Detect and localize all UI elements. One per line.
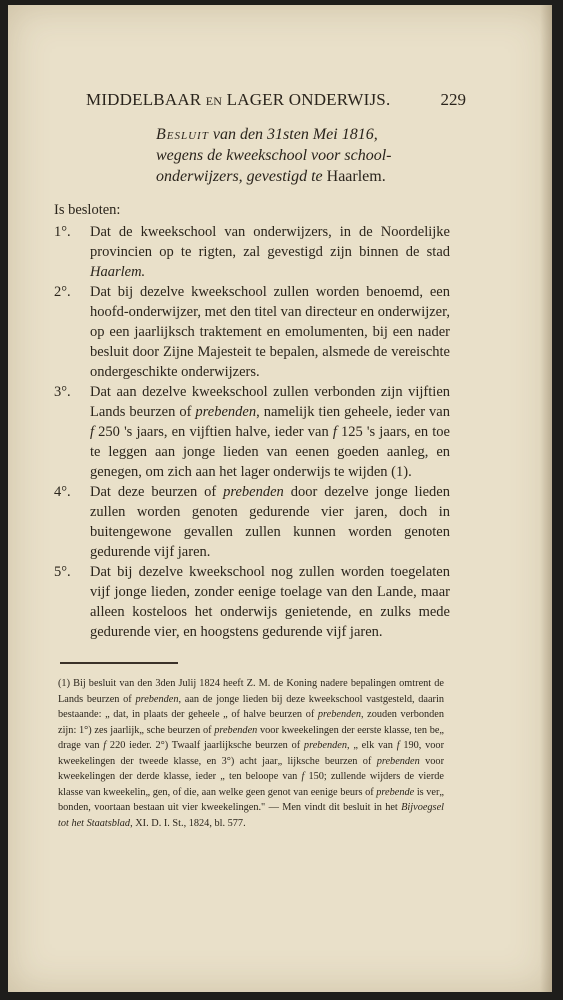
article-item xyxy=(54,222,450,282)
text-run: 220 ieder. 2°) Twaalf jaarlijksche beurzen of xyxy=(106,740,304,751)
italic-text: f xyxy=(103,740,107,751)
article-text xyxy=(90,222,450,282)
italic-text: prebenden xyxy=(376,755,420,767)
text-run: 125 's jaars, en toe te leggen aan jonge lieden van eenen goeden aanleg, en genegen, om zich aan het lager onderwijs te wijden (1). xyxy=(90,424,450,480)
text-run: Dat bij dezelve kweekschool nog zullen worden toegelaten vijf jonge lieden, zonder eenige toelage van den Lande, maar alleen kosteloos het onderwijs genietende, en zulks mede gedurende vier, en hoogstens gedurende vijf jaren. xyxy=(90,564,450,640)
running-head: MIDDELBAAR EN LAGER ONDERWIJS. xyxy=(86,90,391,109)
article-item xyxy=(54,382,450,482)
title-line-3: onderwijzers, gevestigd te Haarlem. xyxy=(156,168,386,185)
article-item xyxy=(54,282,450,382)
text-run: is ver„ bonden, voortaan bestaan uit vier kweekelingen." — Men vindt dit besluit in het xyxy=(58,786,445,813)
text-run: voor kweekelingen der derde klasse, ieder „ ten beloope van xyxy=(58,755,444,782)
text-run: Dat aan dezelve kweekschool zullen verbonden zijn vijftien Lands beurzen of xyxy=(90,384,450,420)
text-run: , „ elk van xyxy=(347,740,397,751)
text-run: , zouden verbonden zijn: 1°) zes jaarlijk„ sche beurzen of xyxy=(58,709,445,736)
text-run: Dat deze beurzen of xyxy=(90,484,224,500)
article-text xyxy=(90,562,450,642)
italic-text: Haarlem. xyxy=(90,264,146,280)
text-run: door dezelve jonge lieden zullen worden genoten gedurende vier jaren, doch in buitengewone gevallen zullen kunnen worden genoten gedurende vijf jaren. xyxy=(90,484,450,560)
italic-text: prebende xyxy=(376,786,415,798)
text-run: Dat bij dezelve kweekschool zullen worden benoemd, een hoofd-onderwijzer, met den titel van directeur en onderwijzer, op een jaarlijksch traktement en emolumenten, bij een nader besluit door Zijne Majesteit te bepalen, alsmede de vereischte ondergeschikte onderwijzers. xyxy=(90,284,450,380)
title-line-1: Besluit van den 31sten Mei 1816, xyxy=(156,126,378,143)
italic-text: f xyxy=(332,424,337,440)
footnote-text xyxy=(58,676,444,831)
article-number: 3°. xyxy=(54,384,71,400)
article-number: 1°. xyxy=(54,224,71,240)
text-run: , XI. D. I. St., 1824, bl. 577. xyxy=(130,817,246,829)
article-number: 5°. xyxy=(54,564,71,580)
article-text xyxy=(90,482,450,562)
article-number: 4°. xyxy=(54,484,71,500)
text-run: 190, voor kweekelingen der tweede klasse, en 3°) acht jaar„ lijksche beurzen of xyxy=(58,740,444,767)
text-run: (1) Bij besluit van den 3den Julij 1824 heeft Z. M. de Koning nadere bepalingen omtrent de Lands beurzen of xyxy=(58,678,444,705)
text-run: Dat de kweekschool van onderwijzers, in de Noordelijke provincien op te rigten, zal gevestigd zijn binnen de stad xyxy=(90,224,450,260)
decree-body xyxy=(54,200,450,642)
footnote xyxy=(58,676,444,831)
title-line-2: wegens de kweekschool voor school- xyxy=(156,147,392,164)
italic-text: f xyxy=(301,771,305,782)
article-item xyxy=(54,562,450,642)
article-list xyxy=(54,222,450,642)
page-number: 229 xyxy=(440,90,466,109)
italic-text: prebenden xyxy=(303,740,347,751)
text-run: , namelijk tien geheele, ieder van xyxy=(256,404,450,420)
italic-text: f xyxy=(396,740,400,751)
italic-text: Bijvoegsel tot het Staatsblad xyxy=(58,802,444,829)
italic-text: prebenden xyxy=(195,404,257,420)
italic-text: prebenden xyxy=(317,709,361,720)
decree-title xyxy=(156,124,456,187)
intro-line: Is besloten: xyxy=(54,202,121,218)
text-run: 250 's jaars, en vijftien halve, ieder van xyxy=(94,424,333,440)
page-edge-shadow xyxy=(540,5,552,992)
italic-text: prebenden xyxy=(214,724,258,736)
article-text xyxy=(90,382,450,482)
italic-text: prebenden xyxy=(135,693,179,705)
text-run: voor kweekelingen der eerste klasse, ten be„ drage van xyxy=(58,724,444,751)
footnote-rule xyxy=(60,662,178,664)
page-header xyxy=(86,90,466,114)
article-item xyxy=(54,482,450,562)
article-text xyxy=(90,282,450,382)
italic-text: f xyxy=(90,424,95,440)
article-number: 2°. xyxy=(54,284,71,300)
italic-text: prebenden xyxy=(223,484,284,500)
text-run: 150; zullende wijders de vierde klasse van kweekelin„ gen, of die, aan welke geen genot van eenige beurs of xyxy=(58,771,444,798)
text-run: , aan de jonge lieden bij deze kweekschool vastgesteld, daarin bestaande: „ dat, in plaats der geheele „ of halve beurzen of xyxy=(58,693,444,720)
